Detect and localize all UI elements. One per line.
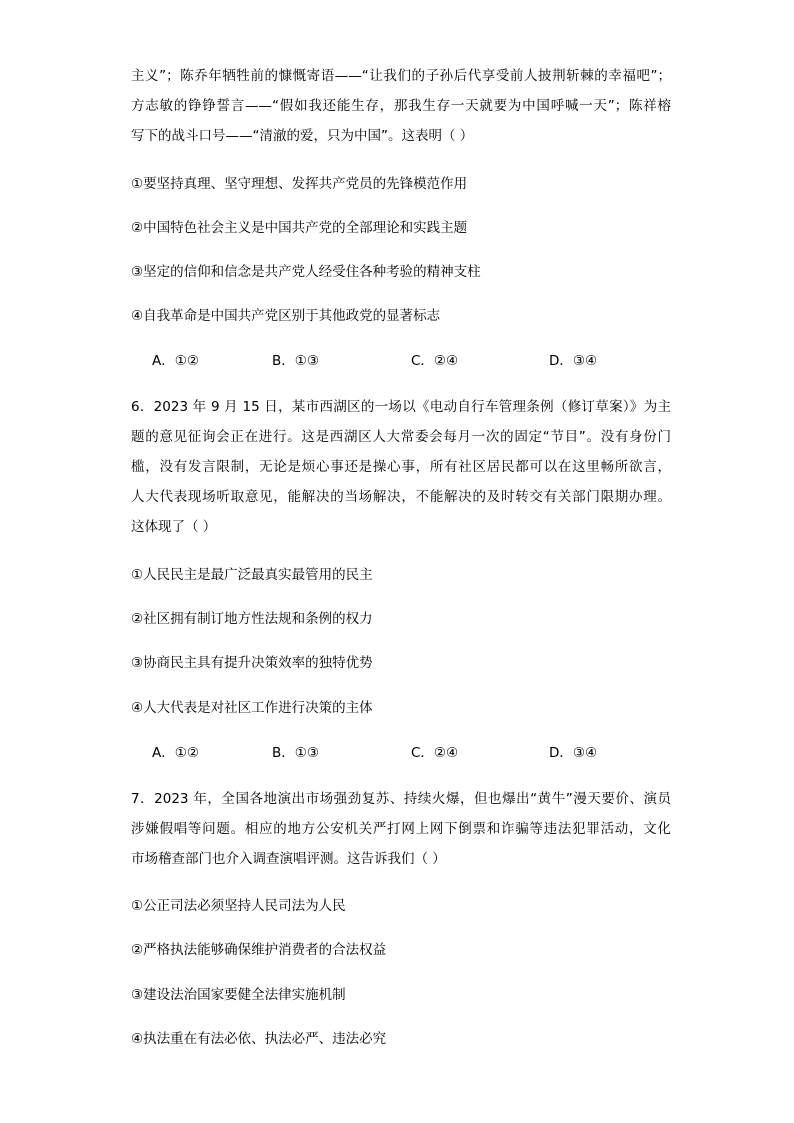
q5-option-a[interactable]: A．①② bbox=[152, 353, 199, 369]
q7-statement-2: ②严格执法能够确保维护消费者的合法权益 bbox=[131, 942, 387, 958]
q7-line-2: 涉嫌假唱等问题。相应的地方公安机关严打网上网下倒票和诈骗等违法犯罪活动，文化 bbox=[131, 821, 671, 837]
q5-line-2: 方志敏的铮铮誓言——“假如我还能生存，那我生存一天就要为中国呼喊一天”；陈祥榕 bbox=[131, 98, 671, 114]
q5-option-d[interactable]: D．③④ bbox=[549, 353, 598, 369]
q6-statement-2: ②社区拥有制订地方性法规和条例的权力 bbox=[131, 611, 373, 627]
q5-option-c[interactable]: C．②④ bbox=[411, 353, 459, 369]
q6-statement-4: ④人大代表是对社区工作进行决策的主体 bbox=[131, 700, 373, 716]
q6-statement-3: ③协商民主具有提升决策效率的独特优势 bbox=[131, 655, 373, 671]
q6-line-4: 人大代表现场听取意见，能解决的当场解决，不能解决的及时转交有关部门限期办理。 bbox=[131, 489, 671, 505]
q6-option-a[interactable]: A．①② bbox=[152, 745, 199, 761]
q5-option-b[interactable]: B．①③ bbox=[272, 353, 319, 369]
q6-option-d[interactable]: D．③④ bbox=[549, 745, 598, 761]
q7-line-3: 市场稽查部门也介入调查演唱评测。这告诉我们（ ） bbox=[131, 851, 446, 867]
q5-line-3: 写下的战斗口号——“清澈的爱，只为中国”。这表明（ ） bbox=[131, 128, 474, 144]
q7-statement-3: ③建设法治国家要健全法律实施机制 bbox=[131, 987, 346, 1003]
q6-line-2: 题的意见征询会正在进行。这是西湖区人大常委会每月一次的固定“节目”。没有身份门 bbox=[131, 429, 671, 445]
q7-statement-1: ①公正司法必须坚持人民司法为人民 bbox=[131, 898, 346, 914]
q5-line-1: 主义”；陈乔年牺牲前的慷慨寄语——“让我们的子孙后代享受前人披荆斩棘的幸福吧”； bbox=[131, 68, 671, 84]
q5-statement-2: ②中国特色社会主义是中国共产党的全部理论和实践主题 bbox=[131, 220, 468, 236]
q6-statement-1: ①人民民主是最广泛最真实最管用的民主 bbox=[131, 567, 373, 583]
q6-option-c[interactable]: C．②④ bbox=[411, 745, 459, 761]
q6-line-1: 6．2023 年 9 月 15 日，某市西湖区的一场以《电动自行车管理条例（修订草案）》为主 bbox=[131, 399, 671, 415]
q5-statement-4: ④自我革命是中国共产党区别于其他政党的显著标志 bbox=[131, 308, 441, 324]
q7-statement-4: ④执法重在有法必依、执法必严、违法必究 bbox=[131, 1031, 387, 1047]
q7-line-1: 7．2023 年，全国各地演出市场强劲复苏、持续火爆，但也爆出“黄牛”漫天要价、演员 bbox=[131, 791, 671, 807]
q6-line-3: 槛，没有发言限制，无论是烦心事还是操心事，所有社区居民都可以在这里畅所欲言， bbox=[131, 459, 671, 475]
q5-statement-3: ③坚定的信仰和信念是共产党人经受住各种考验的精神支柱 bbox=[131, 264, 481, 280]
q5-statement-1: ①要坚持真理、坚守理想、发挥共产党员的先锋模范作用 bbox=[131, 176, 468, 192]
q6-line-5: 这体现了（ ） bbox=[131, 519, 217, 535]
q6-option-b[interactable]: B．①③ bbox=[272, 745, 319, 761]
